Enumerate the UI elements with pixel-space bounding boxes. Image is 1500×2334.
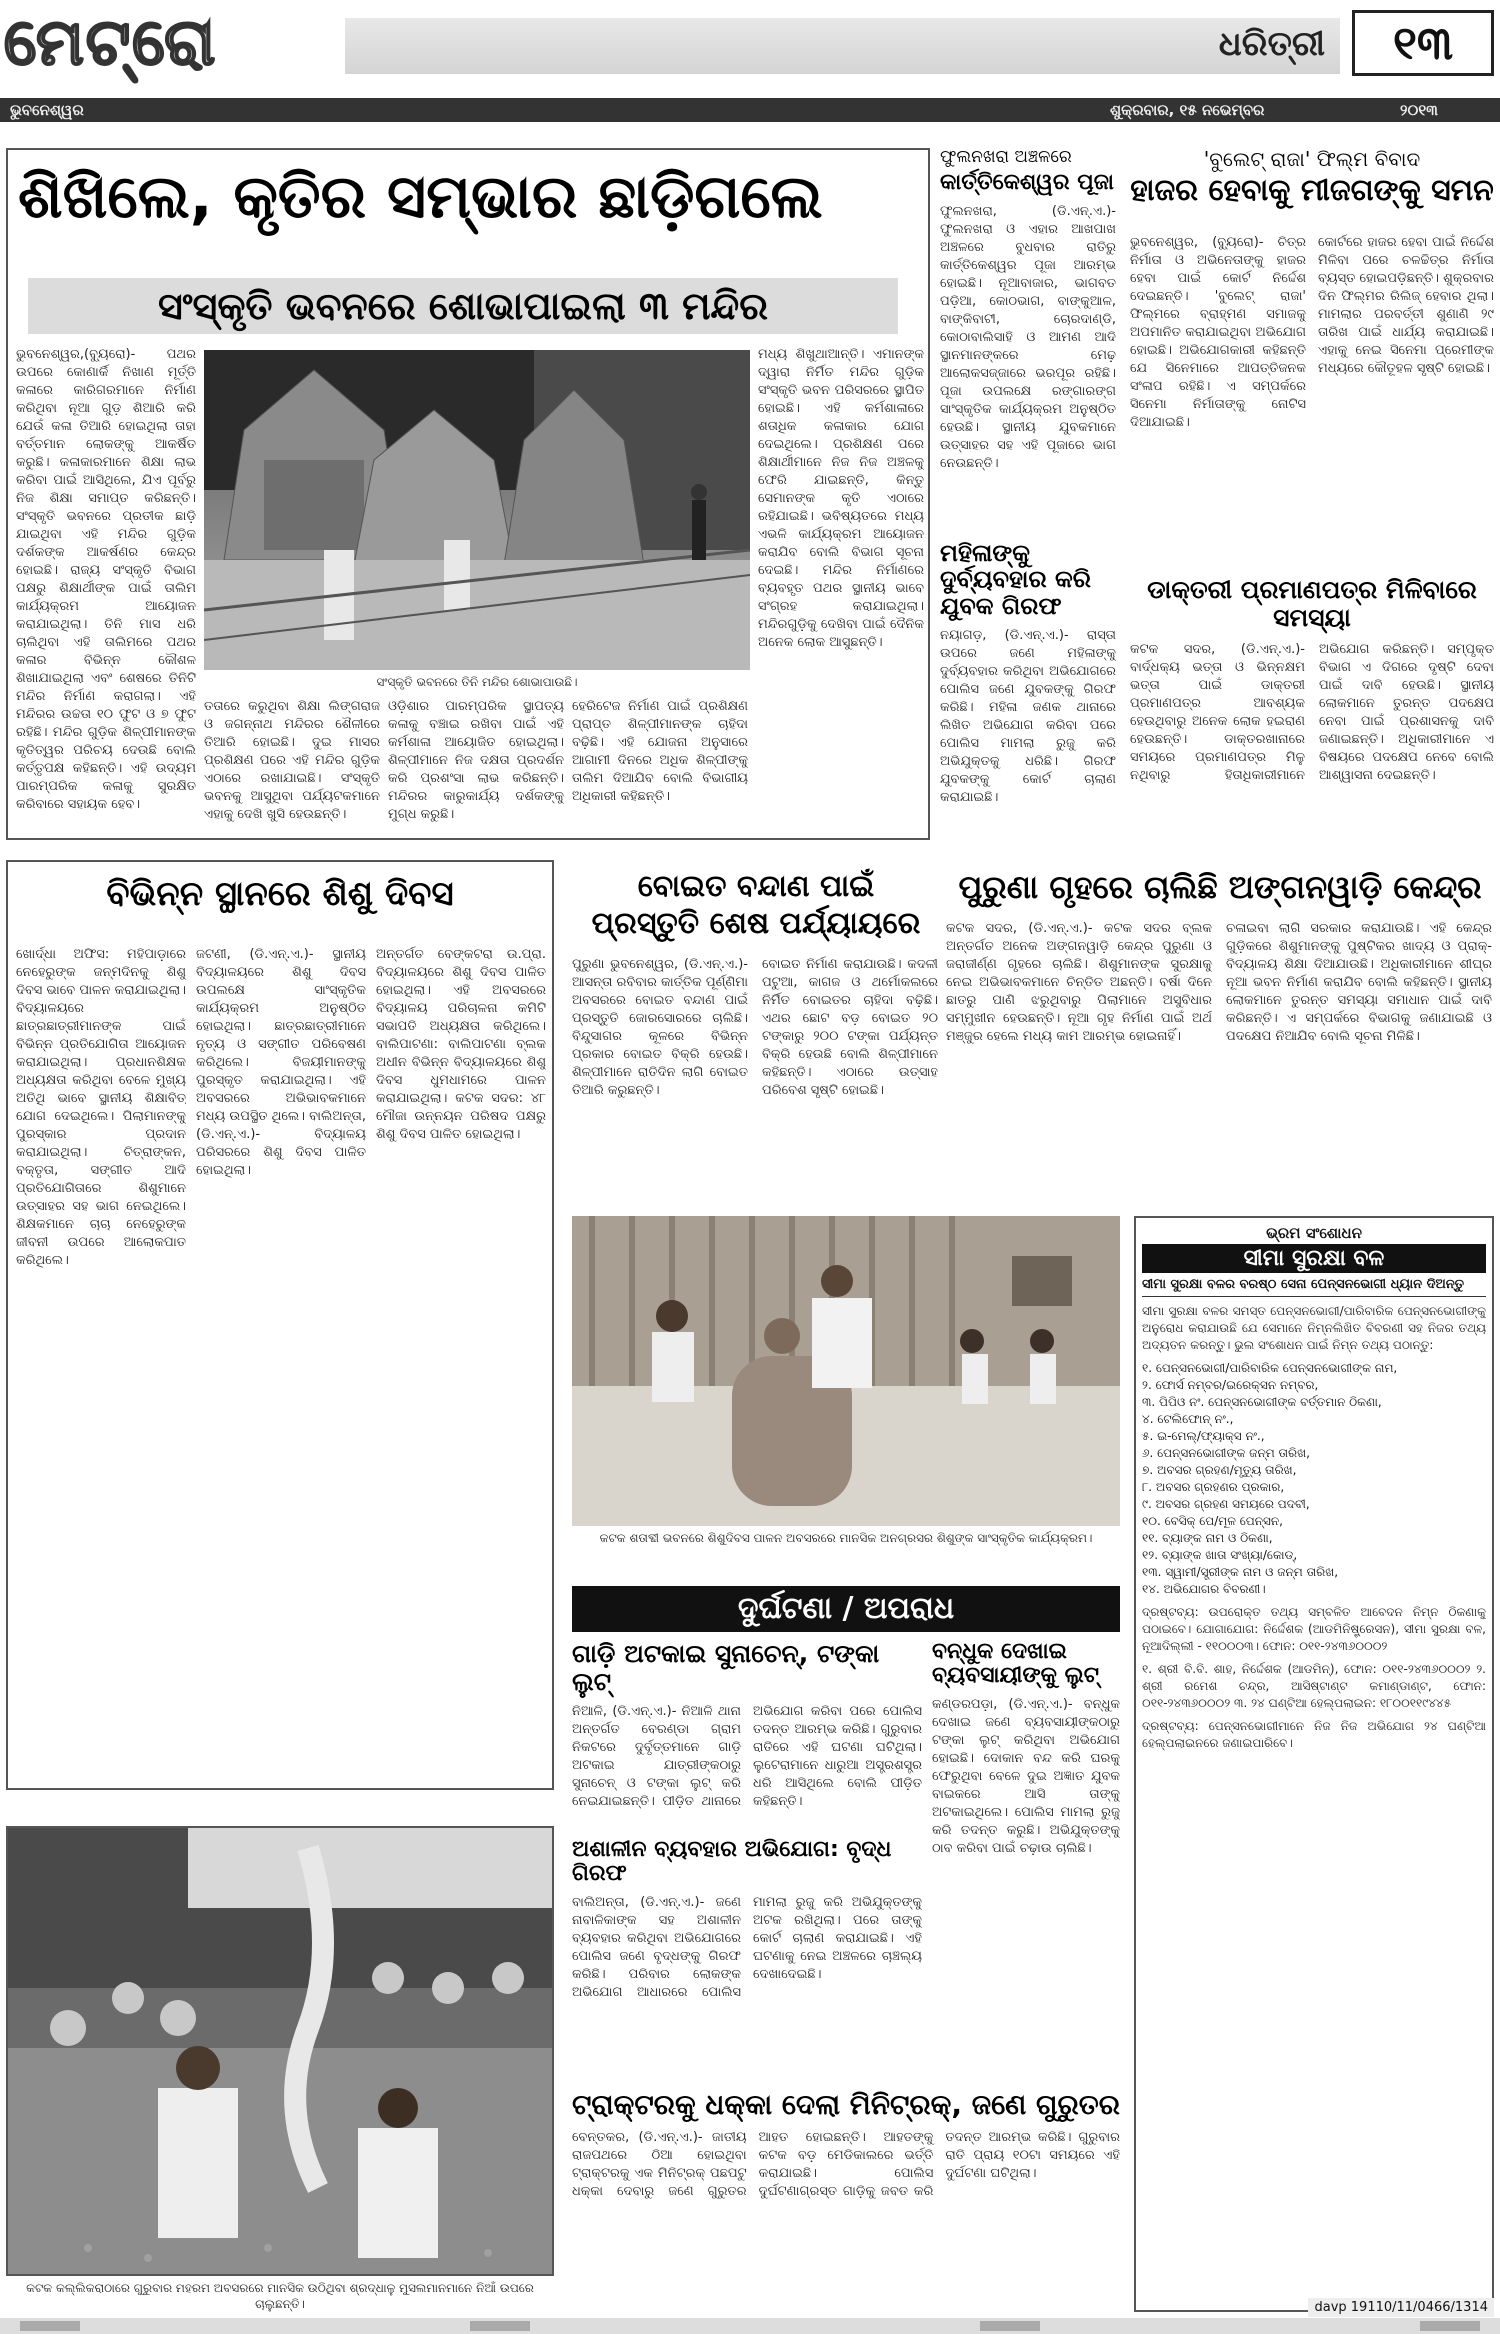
boat-col-2: ବୋଇତ ନିର୍ମାଣ କରାଯାଉଛି। କଦଳୀ ପଟୁଆ, କାଗଜ ଓ ଥର୍ମୋକଲରେ ନିର୍ମିତ ବୋଇତର ଚାହିଦା ବଢ଼ିଛି। ଏଥର ଛୋଟ ବଡ଼ ବୋଇତ ୨୦ ଟଙ୍କାରୁ ୨୦୦ ଟଙ୍କା ପର୍ଯ୍ୟନ୍ତ ବିକ୍ରି ହେଉଛି ବୋଲି ଶିଳ୍ପୀମାନେ କହିଛନ୍ତି। ଏଠାରେ ଉତ୍ସାହ ପରିବେଶ ସୃଷ୍ଟି ହୋଇଛି। bbox=[762, 957, 938, 1098]
pension-item: ୧୪. ଅଭିଯୋଗର ବିବରଣୀ। bbox=[1142, 1582, 1266, 1596]
childday-col-2: ଜଟଣୀ, (ଡି.ଏନ୍.ଏ.)- ସ୍ଥାନୀୟ ବିଦ୍ୟାଳୟରେ ଶିଶୁ ଦିବସ ଉପଲକ୍ଷେ ସାଂସ୍କୃତିକ କାର୍ଯ୍ୟକ୍ରମ ଅନୁଷ୍ଠିତ ହୋଇଥିଲା। ଛାତ୍ରଛାତ୍ରୀମାନେ ନୃତ୍ୟ ଓ ସଙ୍ଗୀତ ପରିବେଷଣ କରିଥିଲେ। ବିଜୟୀମାନଙ୍କୁ ପୁରସ୍କୃତ କରାଯାଇଥିଲା। ଏହି ଅବସରରେ ଅଭିଭାବକମାନେ ମଧ୍ୟ ଉପସ୍ଥିତ ଥିଲେ। ବାଲିଅନ୍ତା, (ଡି.ଏନ୍.ଏ.)- ବିଦ୍ୟାଳୟ ପରିସରରେ ଶିଶୁ ଦିବସ ପାଳିତ ହୋଇଥିଲା। bbox=[196, 947, 366, 1178]
boat-headline-1: ବୋଇତ ବନ୍ଦାଣ ପାଇଁ bbox=[637, 869, 875, 904]
tractor-story bbox=[572, 2090, 1120, 2310]
lead-story bbox=[6, 148, 930, 840]
pension-item: ୫. ଇ-ମେଲ୍/ଫ୍ୟାକ୍ସ ନଂ., bbox=[1142, 1429, 1265, 1443]
gunpoint-headline: ବନ୍ଧୁକ ଦେଖାଇ ବ୍ୟବସାୟୀଙ୍କୁ ଲୁଟ୍ bbox=[932, 1639, 1099, 1689]
masthead-logo: ମେଟ୍ରୋ bbox=[4, 5, 218, 80]
film-story bbox=[1130, 148, 1494, 568]
dateline bbox=[0, 98, 1500, 122]
pension-notice bbox=[1134, 1216, 1494, 2312]
pension-item: ୪. ଟେଲିଫୋନ୍ ନଂ., bbox=[1142, 1412, 1234, 1426]
pension-item: ୧୩. ସ୍ୱାମୀ/ସ୍ତ୍ରୀଙ୍କ ନାମ ଓ ଜନ୍ମ ତାରିଖ, bbox=[1142, 1565, 1339, 1579]
pension-item: ୧. ପେନ୍‌ସନଭୋଗୀ/ପାରିବାରିକ ପେନ୍‌ସନଭୋଗୀଙ୍କ ନାମ, bbox=[1142, 1361, 1398, 1375]
anganwadi-story bbox=[946, 870, 1494, 1200]
pension-item: ୨. ଫୋର୍ସ ନମ୍ବର/ଇରେକ୍ସନ ନମ୍ବର, bbox=[1142, 1378, 1319, 1392]
doctor-headline: ଡାକ୍ତରୀ ପ୍ରମାଣପତ୍ର ମିଳିବାରେ ସମସ୍ୟା bbox=[1147, 575, 1477, 632]
dateline-year: ୨୦୧୩ bbox=[1400, 101, 1438, 119]
lead-col-2: ମଧ୍ୟ ଶିଖୁଥାଆନ୍ତି। ଏମାନଙ୍କ ଦ୍ୱାରା ନିର୍ମିତ ମନ୍ଦିର ଗୁଡ଼ିକ ସଂସ୍କୃତି ଭବନ ପରିସରରେ ସ୍ଥାପିତ ହୋଇଛି। ଏହି କର୍ମଶାଳାରେ ଶତାଧିକ କଳାକାର ଯୋଗ ଦେଇଥିଲେ। ପ୍ରଶିକ୍ଷଣ ପରେ ଶିକ୍ଷାର୍ଥୀମାନେ ନିଜ ନିଜ ଅଞ୍ଚଳକୁ ଫେରି ଯାଇଛନ୍ତି, କିନ୍ତୁ ସେମାନଙ୍କ କୃତି ଏଠାରେ ରହିଯାଇଛି। ଭବିଷ୍ୟତରେ ମଧ୍ୟ ଏଭଳି କାର୍ଯ୍ୟକ୍ରମ ଆୟୋଜନ କରାଯିବ ବୋଲି ବିଭାଗ ସୂଚନା ଦେଇଛି। ମନ୍ଦିର ନିର୍ମାଣରେ ବ୍ୟବହୃତ ପଥର ସ୍ଥାନୀୟ ଭାବେ ସଂଗ୍ରହ କରାଯାଇଥିଲା। ମନ୍ଦିରଗୁଡ଼ିକୁ ଦେଖିବା ପାଇଁ ଦୈନିକ ଅନେକ ଲୋକ ଆସୁଛନ୍ତି। bbox=[758, 347, 924, 650]
pension-contacts: ୧. ଶ୍ରୀ ବି.ବି. ଶାହ, ନିର୍ଦ୍ଦେଶକ (ଆଡମିନ୍), ଫୋନ: ୦୧୧-୨୪୩୬୦୦୦୨ ୨. ଶ୍ରୀ ରମେଶ ଚନ୍ଦ୍ର, ଆସିଷ୍ଟାଣ୍ଟ କମାଣ୍ଡାଣ୍ଟ, ଫୋନ: ୦୧୧-୨୪୩୬୦୦୦୨ ୩. ୨୪ ଘଣ୍ଟିଆ ହେଲ୍ପଲାଇନ: ୧୮୦୦୧୧୯୪୪୫ bbox=[1142, 1662, 1486, 1710]
film-headline: ହାଜର ହେବାକୁ ମୀଜଗଙ୍କୁ ସମନ bbox=[1130, 173, 1494, 208]
elder-story bbox=[572, 1838, 922, 2070]
anganwadi-col-2: ଚଳାଇବା ଲାଗି ସରକାର କରାଯାଉଛି। ଏହି କେନ୍ଦ୍ର ଗୁଡ଼ିକରେ ଶିଶୁମାନଙ୍କୁ ପୁଷ୍ଟିକର ଖାଦ୍ୟ ଓ ପ୍ରାକ୍-ବିଦ୍ୟାଳୟ ଶିକ୍ଷା ଦିଆଯାଉଛି। ଅଧିକାରୀମାନେ ଶୀଘ୍ର ନୂଆ ଭବନ ନିର୍ମାଣ କରାଯିବ ବୋଲି କହିଛନ୍ତି। ସ୍ଥାନୀୟ ଲୋକମାନେ ତୁରନ୍ତ ସମସ୍ୟା ସମାଧାନ ପାଇଁ ଦାବି କରିଛନ୍ତି। ଏ ସମ୍ପର୍କରେ ବିଭାଗକୁ ଜଣାଯାଇଛି ଓ ପଦକ୍ଷେପ ନିଆଯିବ ବୋଲି ସୂଚନା ମିଳିଛି। bbox=[1226, 921, 1492, 1044]
anganwadi-headline: ପୁରୁଣା ଗୃହରେ ଚାଲିଛି ଅଙ୍ଗନୱାଡ଼ି କେନ୍ଦ୍ର bbox=[958, 868, 1482, 906]
crime-bar: ଦୁର୍ଘଟଣା / ଅପରାଧ bbox=[572, 1586, 1120, 1632]
lead-headline: ଶିଖିଲେ, କୃତିର ସମ୍ଭାର ଛାଡ଼ିଗଲେ bbox=[18, 162, 823, 232]
bottom-bar bbox=[0, 2318, 1500, 2334]
lead-col-5: ହେରିଟେଜ ନିର୍ମାଣ ପାଇଁ ପ୍ରଶିକ୍ଷଣ ପ୍ରାପ୍ତ ଶିଳ୍ପୀମାନଙ୍କ ଚାହିଦା ବଢ଼ିଛି। ଏହି ଯୋଜନା ଅନୁସାରେ ଆଗାମୀ ଦିନରେ ଅଧିକ ଶିଳ୍ପୀଙ୍କୁ ତାଲିମ ଦିଆଯିବ ବୋଲି ବିଭାଗୀୟ ଅଧିକାରୀ କହିଛନ୍ତି। bbox=[572, 699, 748, 804]
lead-col-1: ଭୁବନେଶ୍ୱର,(ବ୍ୟୁରୋ)- ପଥର ଉପରେ କୋଣାର୍କି ନିଖାଣ ମୂର୍ତ୍ତି କଳାରେ କାରିଗରମାନେ ନିର୍ମାଣ କରିଥିବା ନୂଆ ଗୁଡ଼ ଶିଆରି କରି ଯେଉଁ କଳା ତିଆରି ହୋଇଥିଲା ତାହା ବର୍ତ୍ତମାନ ଲୋକଙ୍କୁ ଆକର୍ଷିତ କରୁଛି। କଳାକାରମାନେ ଶିକ୍ଷା ଲାଭ କରିବା ପାଇଁ ଆସିଥିଲେ, ଯିଏ ପୂର୍ବରୁ ନିଜ ଶିକ୍ଷା ସମାପ୍ତ କରିଛନ୍ତି। ସଂସ୍କୃତି ଭବନରେ ପ୍ରତୀକ ଛାଡ଼ି ଯାଇଥିବା ଏହି ମନ୍ଦିର ଗୁଡ଼ିକ ଦର୍ଶକଙ୍କ ଆକର୍ଷଣର କେନ୍ଦ୍ର ହୋଇଛି। ରାଜ୍ୟ ସଂସ୍କୃତି ବିଭାଗ ପକ୍ଷରୁ ଶିକ୍ଷାର୍ଥୀଙ୍କ ପାଇଁ ତାଲିମ କାର୍ଯ୍ୟକ୍ରମ ଆୟୋଜନ କରାଯାଇଥିଲା। ତିନି ମାସ ଧରି ଚାଲିଥିବା ଏହି ତାଲିମରେ ପଥର କଳାର ବିଭିନ୍ନ କୌଶଳ ଶିଖାଯାଇଥିଲା ଏବଂ ଶେଷରେ ତିନିଟି ମନ୍ଦିର ନିର୍ମାଣ କରାଗଲା। ଏହି ମନ୍ଦିରର ଉଚ୍ଚତା ୧୦ ଫୁଟ ଓ ୭ ଫୁଟ ରହିଛି। ମନ୍ଦିର ଗୁଡ଼ିକ ଶିଳ୍ପୀମାନଙ୍କ କୃତିତ୍ୱର ପରିଚୟ ଦେଉଛି ବୋଲି କର୍ତ୍ତୃପକ୍ଷ କହିଛନ୍ତି। ଏହି ଉଦ୍ୟମ ପାରମ୍ପରିକ କଳାକୁ ସୁରକ୍ଷିତ କରିବାରେ ସହାୟକ ହେବ। bbox=[16, 347, 196, 812]
gunpoint-story bbox=[932, 1640, 1120, 2050]
children-photo-caption: କଟକ ଶତାବ୍ଦୀ ଭବନରେ ଶିଶୁଦିବସ ପାଳନ ଅବସରରେ ମାନସିକ ଅନଗ୍ରସର ଶିଶୁଙ୍କ ସାଂସ୍କୃତିକ କାର୍ଯ୍ୟକ୍ରମ। bbox=[599, 1531, 1093, 1545]
pension-footnote: ଦ୍ରଷ୍ଟବ୍ୟ: ପେନ୍‌ସନଭୋଗୀମାନେ ନିଜ ନିଜ ଅଭିଯୋଗ ୨୪ ଘଣ୍ଟିଆ ହେଲ୍ପଲାଇନରେ ଜଣାଇପାରିବେ। bbox=[1142, 1719, 1486, 1750]
pension-intro: ସୀମା ସୁରକ୍ଷା ବଳର ସମସ୍ତ ପେନ୍‌ସନଭୋଗୀ/ପାରିବାରିକ ପେନ୍‌ସନଭୋଗୀଙ୍କୁ ଅନୁରୋଧ କରାଯାଉଛି ଯେ ସେମାନେ ନିମ୍ନଲିଖିତ ବିବରଣୀ ସହ ନିଜର ତଥ୍ୟ ଅଦ୍ୟତନ କରନ୍ତୁ। ଭୁଲ ସଂଶୋଧନ ପାଇଁ ନିମ୍ନ ତଥ୍ୟ ପଠାନ୍ତୁ: bbox=[1142, 1304, 1486, 1352]
doctor-body: କଟକ ସଦର, (ଡି.ଏନ୍.ଏ.)- ବାର୍ଦ୍ଧକ୍ୟ ଭତ୍ତା ଓ ଭିନ୍ନକ୍ଷମ ଭତ୍ତା ପାଇଁ ଡାକ୍ତରୀ ପ୍ରମାଣପତ୍ର ଆବଶ୍ୟକ ହେଉଥିବାରୁ ଅନେକ ଲୋକ ହଇରାଣ ହେଉଛନ୍ତି। ଡାକ୍ତରଖାନାରେ ସମୟରେ ପ୍ରମାଣପତ୍ର ମିଳୁ ନଥିବାରୁ ହିତାଧିକାରୀମାନେ ଅଭିଯୋଗ କରିଛନ୍ତି। ସମ୍ପୃକ୍ତ ବିଭାଗ ଏ ଦିଗରେ ଦୃଷ୍ଟି ଦେବା ପାଇଁ ଦାବି ହେଉଛି। ସ୍ଥାନୀୟ ଲୋକମାନେ ତୁରନ୍ତ ପଦକ୍ଷେପ ନେବା ପାଇଁ ପ୍ରଶାସନକୁ ଦାବି ଜଣାଇଛନ୍ତି। ଅଧିକାରୀମାନେ ଏ ବିଷୟରେ ପଦକ୍ଷେପ ନେବେ ବୋଲି ଆଶ୍ୱାସନା ଦେଇଛନ୍ତି। bbox=[1130, 642, 1494, 783]
page-number: ୧୩ bbox=[1352, 10, 1494, 76]
puja-story bbox=[940, 148, 1116, 528]
film-col-1: ଭୁବନେଶ୍ୱର, (ବ୍ୟୁରୋ)- ଚିତ୍ର ନିର୍ମାତା ଓ ଅଭିନେତାଙ୍କୁ ହାଜର ହେବା ପାଇଁ କୋର୍ଟ ନିର୍ଦ୍ଦେଶ ଦେଇଛନ୍ତି। 'ବୁଲେଟ୍ ରାଜା' ଫିଲ୍ମରେ ବ୍ରାହ୍ମଣ ସମାଜକୁ ଅପମାନିତ କରାଯାଇଥିବା ଅଭିଯୋଗ ହୋଇଛି। ଅଭିଯୋଗକାରୀ କହିଛନ୍ତି ଯେ ସିନେମାରେ ଆପତ୍ତିଜନକ ସଂଳାପ ରହିଛି। ଏ ସମ୍ପର୍କରେ ସିନେମା ନିର୍ମାତାଙ୍କୁ ନୋଟିସ ଦିଆଯାଇଛି। bbox=[1130, 235, 1306, 430]
anganwadi-col-1: କଟକ ସଦର, (ଡି.ଏନ୍.ଏ.)- କଟକ ସଦର ବ୍ଲକ ଅନ୍ତର୍ଗତ ଅନେକ ଅଙ୍ଗନୱାଡ଼ି କେନ୍ଦ୍ର ପୁରୁଣା ଓ ଜରାଜୀର୍ଣ୍ଣ ଗୃହରେ ଚାଲିଛି। ଶିଶୁମାନଙ୍କ ସୁରକ୍ଷାକୁ ନେଇ ଅଭିଭାବକମାନେ ଚିନ୍ତିତ ଅଛନ୍ତି। ବର୍ଷା ଦିନେ ଛାତରୁ ପାଣି ଝରୁଥିବାରୁ ପିଲାମାନେ ଅସୁବିଧାର ସମ୍ମୁଖୀନ ହେଉଛନ୍ତି। ନୂଆ ଗୃହ ନିର୍ମାଣ ପାଇଁ ଅର୍ଥ ମଞ୍ଜୁର ହେଲେ ମଧ୍ୟ କାମ ଆରମ୍ଭ ହୋଇନାହିଁ। bbox=[946, 921, 1212, 1044]
childday-col-3: ଅନ୍ତର୍ଗତ ବେଙ୍କଟରା ଉ.ପ୍ରା. ବିଦ୍ୟାଳୟରେ ଶିଶୁ ଦିବସ ପାଳିତ ହୋଇଥିଲା। ଏହି ଅବସରରେ ବିଦ୍ୟାଳୟ ପରିଚାଳନା କମିଟି ସଭାପତି ଅଧ୍ୟକ୍ଷତା କରିଥିଲେ। ବାଲିପାଟଣା: ବାଲିପାଟଣା ବ୍ଲକ ଅଧୀନ ବିଭିନ୍ନ ବିଦ୍ୟାଳୟରେ ଶିଶୁ ଦିବସ ଧୁମଧାମରେ ପାଳନ କରାଯାଇଥିଲା। କଟକ ସଦର: ୪୮ ମୌଜା ଉନ୍ନୟନ ପରିଷଦ ପକ୍ଷରୁ ଶିଶୁ ଦିବସ ପାଳିତ ହୋଇଥିଲା। bbox=[376, 947, 546, 1142]
pension-item: ୧୦. ବେସିକ୍ ପେ/ମୂଳ ପେନ୍‌ସନ, bbox=[1142, 1514, 1283, 1528]
pension-item: ୧୨. ବ୍ୟାଙ୍କ ଖାତା ସଂଖ୍ୟା/କୋଡ୍, bbox=[1142, 1548, 1298, 1562]
puja-body: ଫୁଲନଖରା, (ଡି.ଏନ୍.ଏ.)- ଫୁଲନଖରା ଓ ଏହାର ଆଖପାଖ ଅଞ୍ଚଳରେ ବୁଧବାର ରାତିରୁ କାର୍ତ୍ତିକେଶ୍ୱର ପୂଜା ଆରମ୍ଭ ହୋଇଛି। ନୂଆବାଜାର, ଭାଗବତ ପଡ଼ିଆ, କୋଠଭାଗ, ବାଙ୍କୁଆଳ, ବାଙ୍କିବାଟୀ, ଚୋରଦାଣ୍ଡି, କୋଠାବାଲିସାହି ଓ ଆମଣ ଆଦି ସ୍ଥାନମାନଙ୍କରେ ମେଢ଼ ଆଲୋକସଜ୍ଜାରେ ଭରପୂର ରହିଛି। ପୂଜା ଉପଲକ୍ଷେ ରଙ୍ଗାରଙ୍ଗ ସାଂସ୍କୃତିକ କାର୍ଯ୍ୟକ୍ରମ ଅନୁଷ୍ଠିତ ହେଉଛି। ସ୍ଥାନୀୟ ଯୁବକମାନେ ଉତ୍ସାହର ସହ ଏହି ପୂଜାରେ ଭାଗ ନେଉଛନ୍ତି। bbox=[940, 203, 1116, 471]
boat-headline-2: ପ୍ରସ୍ତୁତି ଶେଷ ପର୍ଯ୍ୟାୟରେ bbox=[591, 906, 921, 941]
film-kicker: 'ବୁଲେଟ୍ ରାଜା' ଫିଲ୍ମ ବିବାଦ bbox=[1203, 147, 1421, 171]
childday-headline: ବିଭିନ୍ନ ସ୍ଥାନରେ ଶିଶୁ ଦିବସ bbox=[106, 874, 454, 914]
fire-walk-photo-art bbox=[8, 1828, 554, 2276]
fire-walk-caption: କଟକ କଲ୍ଲିକରାଠାରେ ଗୁରୁବାର ମହରମ ଅବସରରେ ମାନସିକ ଉଠିଥିବା ଶ୍ରଦ୍ଧାଳୁ ମୁସଲମାନମାନେ ନିଆଁ ଉପରେ ଚାଲୁଛନ୍ତି। bbox=[26, 2281, 534, 2311]
pension-item: ୮. ଅବସର ଗ୍ରହଣର ପ୍ରକାର, bbox=[1142, 1480, 1285, 1494]
temple-photo bbox=[204, 350, 750, 670]
temple-photo-art bbox=[204, 350, 750, 670]
pension-item: ୯. ଅବସର ଗ୍ରହଣ ସମୟରେ ପଦବୀ, bbox=[1142, 1497, 1310, 1511]
harassment-headline: ମହିଳାଙ୍କୁ ଦୁର୍ବ୍ୟବହାର କରି ଯୁବକ ଗିରଫ bbox=[940, 539, 1091, 620]
boat-col-1: ପୁରୁଣା ଭୁବନେଶ୍ୱର, (ଡି.ଏନ୍.ଏ.)- ଆସନ୍ତା ରବିବାର କାର୍ତ୍ତିକ ପୂର୍ଣ୍ଣିମା ଅବସରରେ ବୋଇତ ବନ୍ଦାଣ ପାଇଁ ପ୍ରସ୍ତୁତି ଜୋରସୋରରେ ଚାଲିଛି। ବିନ୍ଦୁସାଗର କୂଳରେ ବିଭିନ୍ନ ପ୍ରକାର ବୋଇତ ବିକ୍ରି ହେଉଛି। ଶିଳ୍ପୀମାନେ ରାତିଦିନ ଲାଗି ବୋଇତ ତିଆରି କରୁଛନ୍ତି। bbox=[572, 957, 748, 1098]
pension-note: ଦ୍ରଷ୍ଟବ୍ୟ: ଉପରୋକ୍ତ ତଥ୍ୟ ସମ୍ବଳିତ ଆବେଦନ ନିମ୍ନ ଠିକଣାକୁ ପଠାଇବେ। ଯୋଗାଯୋଗ: ନିର୍ଦ୍ଦେଶକ (ଆଡମିନିଷ୍ଟ୍ରେସନ), ସୀମା ସୁରକ୍ଷା ବଳ, ନୂଆଦିଲ୍ଲୀ - ୧୧୦୦୦୩। ଫୋନ: ୦୧୧-୨୪୩୬୦୦୦୨ bbox=[1142, 1605, 1486, 1653]
pension-item: ୬. ପେନ୍‌ସନଭୋଗୀଙ୍କ ଜନ୍ମ ତାରିଖ, bbox=[1142, 1446, 1310, 1460]
children-photo-art bbox=[572, 1216, 1120, 1526]
elder-body: ବାଲିଅନ୍ତା, (ଡି.ଏନ୍.ଏ.)- ଜଣେ ନାବାଳିକାଙ୍କ ସହ ଅଶାଳୀନ ବ୍ୟବହାର କରିଥିବା ଅଭିଯୋଗରେ ପୋଲିସ ଜଣେ ବୃଦ୍ଧଙ୍କୁ ଗିରଫ କରିଛି। ପରିବାର ଲୋକଙ୍କ ଅଭିଯୋଗ ଆଧାରରେ ପୋଲିସ ମାମଲା ରୁଜୁ କରି ଅଭିଯୁକ୍ତଙ୍କୁ ଅଟକ ରଖିଥିଲା। ପରେ ତାଙ୍କୁ କୋର୍ଟ ଚାଲାଣ କରାଯାଇଛି। ଏହି ଘଟଣାକୁ ନେଇ ଅଞ୍ଚଳରେ ଚାଞ୍ଚଲ୍ୟ ଦେଖାଦେଇଛି। bbox=[572, 1895, 922, 2001]
loot-headline: ଗାଡ଼ି ଅଟକାଇ ସୁନାଚେନ୍, ଟଙ୍କା ଲୁଟ୍ bbox=[572, 1639, 880, 1696]
pension-title: ସୀମା ସୁରକ୍ଷା ବଳ bbox=[1142, 1244, 1486, 1273]
childday-col-1: ଖୋର୍ଦ୍ଧା ଅଫିସ: ମହିପାଡ଼ାରେ ନେହେରୁଙ୍କ ଜନ୍ମଦିନକୁ ଶିଶୁ ଦିବସ ଭାବେ ପାଳନ କରାଯାଇଥିଲା। ବିଦ୍ୟାଳୟରେ ଛାତ୍ରଛାତ୍ରୀମାନଙ୍କ ପାଇଁ ବିଭିନ୍ନ ପ୍ରତିଯୋଗିତା ଆୟୋଜନ କରାଯାଇଥିଲା। ପ୍ରଧାନଶିକ୍ଷକ ଅଧ୍ୟକ୍ଷତା କରିଥିବା ବେଳେ ମୁଖ୍ୟ ଅତିଥି ଭାବେ ସ୍ଥାନୀୟ ଶିକ୍ଷାବିତ୍ ଯୋଗ ଦେଇଥିଲେ। ପିଲାମାନଙ୍କୁ ପୁରସ୍କାର ପ୍ରଦାନ କରାଯାଇଥିଲା। ଚିତ୍ରାଙ୍କନ, ବକ୍ତୃତା, ସଙ୍ଗୀତ ଆଦି ପ୍ରତିଯୋଗିତାରେ ଶିଶୁମାନେ ଉତ୍ସାହର ସହ ଭାଗ ନେଇଥିଲେ। ଶିକ୍ଷକମାନେ ଚାଚା ନେହେରୁଙ୍କ ଜୀବନୀ ଉପରେ ଆଲୋକପାତ କରିଥିଲେ। bbox=[16, 947, 186, 1268]
pension-item: ୭. ଅବସର ଗ୍ରହଣ/ମୃତ୍ୟୁ ତାରିଖ, bbox=[1142, 1463, 1297, 1477]
fire-walk-photo bbox=[6, 1826, 554, 2276]
tractor-body: ବେନ୍ତକର, (ଡି.ଏନ୍.ଏ.)- ଜାତୀୟ ରାଜପଥରେ ଠିଆ ହୋଇଥିବା ଟ୍ରାକ୍ଟରକୁ ଏକ ମିନିଟ୍ରକ୍ ପଛପଟୁ ଧକ୍କା ଦେବାରୁ ଜଣେ ଗୁରୁତର ଆହତ ହୋଇଛନ୍ତି। ଆହତଙ୍କୁ କଟକ ବଡ଼ ମେଡିକାଲରେ ଭର୍ତ୍ତି କରାଯାଇଛି। ପୋଲିସ ଦୁର୍ଘଟଣାଗ୍ରସ୍ତ ଗାଡ଼ିକୁ ଜବତ କରି ତଦନ୍ତ ଆରମ୍ଭ କରିଛି। ଗୁରୁବାର ରାତି ପ୍ରାୟ ୧୦ଟା ସମୟରେ ଏହି ଦୁର୍ଘଟଣା ଘଟିଥିଲା। bbox=[572, 2129, 1120, 2199]
pension-items bbox=[1142, 1360, 1486, 1598]
elder-headline: ଅଶାଳୀନ ବ୍ୟବହାର ଅଭିଯୋଗ: ବୃଦ୍ଧ ଗିରଫ bbox=[572, 1837, 892, 1887]
pension-item: ୩. ପିପିଓ ନଂ. ପେନ୍‌ସନଭୋଗୀଙ୍କ ବର୍ତ୍ତମାନ ଠିକଣା, bbox=[1142, 1395, 1382, 1409]
children-photo bbox=[572, 1216, 1120, 1526]
pension-kicker: ଭ୍ରମ ସଂଶୋଧନ bbox=[1266, 1224, 1362, 1242]
masthead-bar bbox=[345, 18, 1340, 74]
harassment-story bbox=[940, 540, 1116, 840]
loot-story bbox=[572, 1640, 922, 1830]
lead-col-3: ତତାରେ କରୁଥିବା ଶିକ୍ଷା ଲିଙ୍ଗରାଜ ଓ ଜଗନ୍ନାଥ ମନ୍ଦିରର ଶୈଳୀରେ ତିଆରି ହୋଇଛି। ଦୁଇ ମାସର ପ୍ରଶିକ୍ଷଣ ପରେ ଏହି ମନ୍ଦିର ଗୁଡ଼ିକ ଏଠାରେ ରଖାଯାଇଛି। ସଂସ୍କୃତି ଭବନକୁ ଆସୁଥିବା ପର୍ଯ୍ୟଟକମାନେ ଏହାକୁ ଦେଖି ଖୁସି ହେଉଛନ୍ତି। bbox=[204, 699, 380, 822]
puja-kicker: ଫୁଲନଖରା ଅଞ୍ଚଳରେ bbox=[940, 147, 1072, 167]
pension-subtitle: ସୀମା ସୁରକ୍ଷା ବଳର ବରଷ୍ଠ ସେନା ପେନ୍‌ସନଭୋଗୀ ଧ୍ୟାନ ଦିଅନ୍ତୁ bbox=[1142, 1277, 1486, 1297]
puja-headline: କାର୍ତ୍ତିକେଶ୍ୱର ପୂଜା bbox=[940, 169, 1114, 195]
boat-story bbox=[572, 870, 940, 1190]
lead-subhead: ସଂସ୍କୃତି ଭବନରେ ଶୋଭାପାଇଲା ୩ ମନ୍ଦିର bbox=[28, 278, 898, 334]
doctor-story bbox=[1130, 576, 1494, 840]
childday-story bbox=[6, 860, 554, 1790]
harassment-body: ନୟାଗଡ଼, (ଡି.ଏନ୍.ଏ.)- ରାସ୍ତା ଉପରେ ଜଣେ ମହିଳାଙ୍କୁ ଦୁର୍ବ୍ୟବହାର କରିଥିବା ଅଭିଯୋଗରେ ପୋଲିସ ଜଣେ ଯୁବକଙ୍କୁ ଗିରଫ କରିଛି। ମହିଳା ଜଣକ ଥାନାରେ ଲିଖିତ ଅଭିଯୋଗ କରିବା ପରେ ପୋଲିସ ମାମଲା ରୁଜୁ କରି ଅଭିଯୁକ୍ତକୁ ଧରିଛି। ଗିରଫ ଯୁବକଙ୍କୁ କୋର୍ଟ ଚାଲାଣ କରାଯାଇଛି। bbox=[940, 628, 1116, 806]
film-col-2: କୋର୍ଟରେ ହାଜର ହେବା ପାଇଁ ନିର୍ଦ୍ଦେଶ ମିଳିବା ପରେ ଚଳଚ୍ଚିତ୍ର ନିର୍ମାତା ବ୍ୟସ୍ତ ହୋଇପଡ଼ିଛନ୍ତି। ଶୁକ୍ରବାର ଦିନ ଫିଲ୍ମର ରିଲିଜ୍ ହେବାର ଥିଲା। ମାମଲାର ପରବର୍ତ୍ତୀ ଶୁଣାଣି ୨୯ ତାରିଖ ପାଇଁ ଧାର୍ଯ୍ୟ କରାଯାଇଛି। ଏହାକୁ ନେଇ ସିନେମା ପ୍ରେମୀଙ୍କ ମଧ୍ୟରେ କୌତୂହଳ ସୃଷ୍ଟି ହୋଇଛି। bbox=[1318, 235, 1494, 376]
dateline-date: ଶୁକ୍ରବାର, ୧୫ ନଭେମ୍ବର bbox=[1110, 101, 1265, 119]
lead-col-4: ଓଡ଼ିଶାର ପାରମ୍ପରିକ ସ୍ଥାପତ୍ୟ କଳାକୁ ବଞ୍ଚାଇ ରଖିବା ପାଇଁ ଏହି କର୍ମଶାଳା ଆୟୋଜିତ ହୋଇଥିଲା। ଶିଳ୍ପୀମାନେ ନିଜ ଦକ୍ଷତା ପ୍ରଦର୍ଶନ କରି ପ୍ରଶଂସା ଲାଭ କରିଛନ୍ତି। ମନ୍ଦିରର କାରୁକାର୍ଯ୍ୟ ଦର୍ଶକଙ୍କୁ ମୁଗ୍ଧ କରୁଛି। bbox=[388, 699, 564, 822]
davp-code: davp 19110/11/0466/1314 bbox=[1308, 2298, 1494, 2317]
gunpoint-body: କଣ୍ଡରପଡ଼ା, (ଡି.ଏନ୍.ଏ.)- ବନ୍ଧୁକ ଦେଖାଇ ଜଣେ ବ୍ୟବସାୟୀଙ୍କଠାରୁ ଟଙ୍କା ଲୁଟ୍ କରିଥିବା ଅଭିଯୋଗ ହୋଇଛି। ଦୋକାନ ବନ୍ଦ କରି ଘରକୁ ଫେରୁଥିବା ବେଳେ ଦୁଇ ଅଜ୍ଞାତ ଯୁବକ ବାଇକରେ ଆସି ତାଙ୍କୁ ଅଟକାଇଥିଲେ। ପୋଲିସ ମାମଲା ରୁଜୁ କରି ତଦନ୍ତ କରୁଛି। ଅଭିଯୁକ୍ତଙ୍କୁ ଠାବ କରିବା ପାଇଁ ଚଢ଼ାଉ ଚାଲିଛି। bbox=[932, 1697, 1120, 1857]
section-tag: ଧରିତ୍ରୀ bbox=[1218, 24, 1325, 64]
pension-item: ୧୧. ବ୍ୟାଙ୍କ ନାମ ଓ ଠିକଣା, bbox=[1142, 1531, 1273, 1545]
tractor-headline: ଟ୍ରାକ୍ଟରକୁ ଧକ୍କା ଦେଲା ମିନିଟ୍ରକ୍, ଜଣେ ଗୁରୁତର bbox=[572, 2088, 1120, 2121]
temple-photo-caption: ସଂସ୍କୃତି ଭବନରେ ତିନି ମନ୍ଦିର ଶୋଭାପାଉଛି। bbox=[376, 675, 578, 689]
loot-body: ନିଆଳି, (ଡି.ଏନ୍.ଏ.)- ନିଆଳି ଥାନା ଅନ୍ତର୍ଗତ ବେରଣ୍ଡା ଗ୍ରାମ ନିକଟରେ ଦୁର୍ବୃତ୍ତମାନେ ଗାଡ଼ି ଅଟକାଇ ଯାତ୍ରୀଙ୍କଠାରୁ ସୁନାଚେନ୍ ଓ ଟଙ୍କା ଲୁଟ୍ କରି ନେଇଯାଇଛନ୍ତି। ପୀଡ଼ିତ ଥାନାରେ ଅଭିଯୋଗ କରିବା ପରେ ପୋଲିସ ତଦନ୍ତ ଆରମ୍ଭ କରିଛି। ଗୁରୁବାର ରାତିରେ ଏହି ଘଟଣା ଘଟିଥିଲା। ଲୁଟେରାମାନେ ଧାରୁଆ ଅସ୍ତ୍ରଶସ୍ତ୍ର ଧରି ଆସିଥିଲେ ବୋଲି ପୀଡ଼ିତ କହିଛନ୍ତି। bbox=[572, 1704, 922, 1809]
dateline-city: ଭୁବନେଶ୍ୱର bbox=[10, 101, 84, 119]
